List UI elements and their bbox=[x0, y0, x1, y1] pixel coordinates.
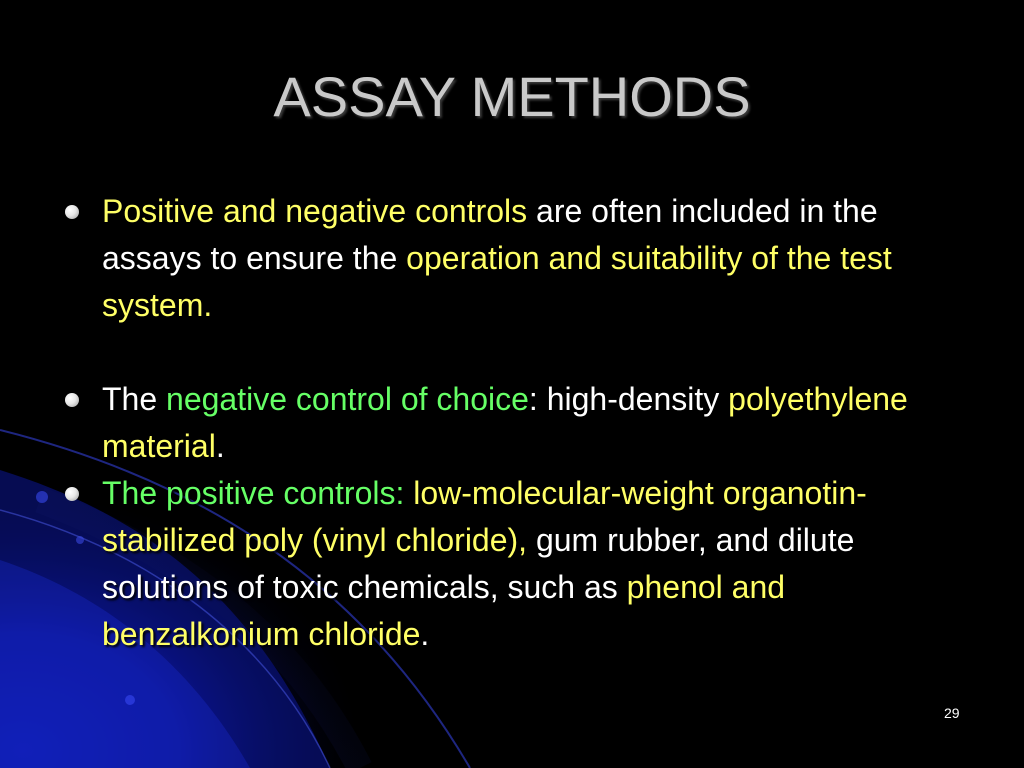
bullet-text-segment: are often included in the assays to ensure the bbox=[102, 193, 878, 276]
bullet-text-segment: polyethylene material bbox=[102, 381, 908, 464]
slide-number: 29 bbox=[944, 705, 960, 721]
bullet-text-segment: operation and suitability of the test system. bbox=[102, 240, 892, 323]
bullet-dot-icon bbox=[65, 487, 79, 501]
slide-title: ASSAY METHODS bbox=[273, 65, 751, 128]
bullet-text-segment: low-molecular-weight organotin-stabilized poly (vinyl chloride), bbox=[102, 475, 867, 558]
bullet-text-segment: Positive and negative controls bbox=[102, 193, 528, 229]
bullet-text-segment: The bbox=[102, 381, 167, 417]
bullet-text-segment: gum rubber, and dilute solutions of toxic chemicals, such as bbox=[102, 522, 855, 605]
bullet-item bbox=[62, 188, 982, 329]
bullet-item bbox=[62, 470, 982, 658]
bullet-text-segment: : high-density bbox=[528, 381, 729, 417]
bullet-text-segment: phenol and benzalkonium chloride bbox=[102, 569, 786, 652]
bullet-dot-icon bbox=[65, 205, 79, 219]
bullet-text-segment: negative control of choice bbox=[166, 381, 529, 417]
bullet-dot-icon bbox=[65, 393, 79, 407]
bullet-list bbox=[62, 188, 982, 658]
bullet-text-segment: . bbox=[420, 616, 430, 652]
bullet-item bbox=[62, 376, 982, 470]
bullet-text-segment: . bbox=[215, 428, 225, 464]
bullet-text-segment: The positive controls: bbox=[102, 475, 414, 511]
